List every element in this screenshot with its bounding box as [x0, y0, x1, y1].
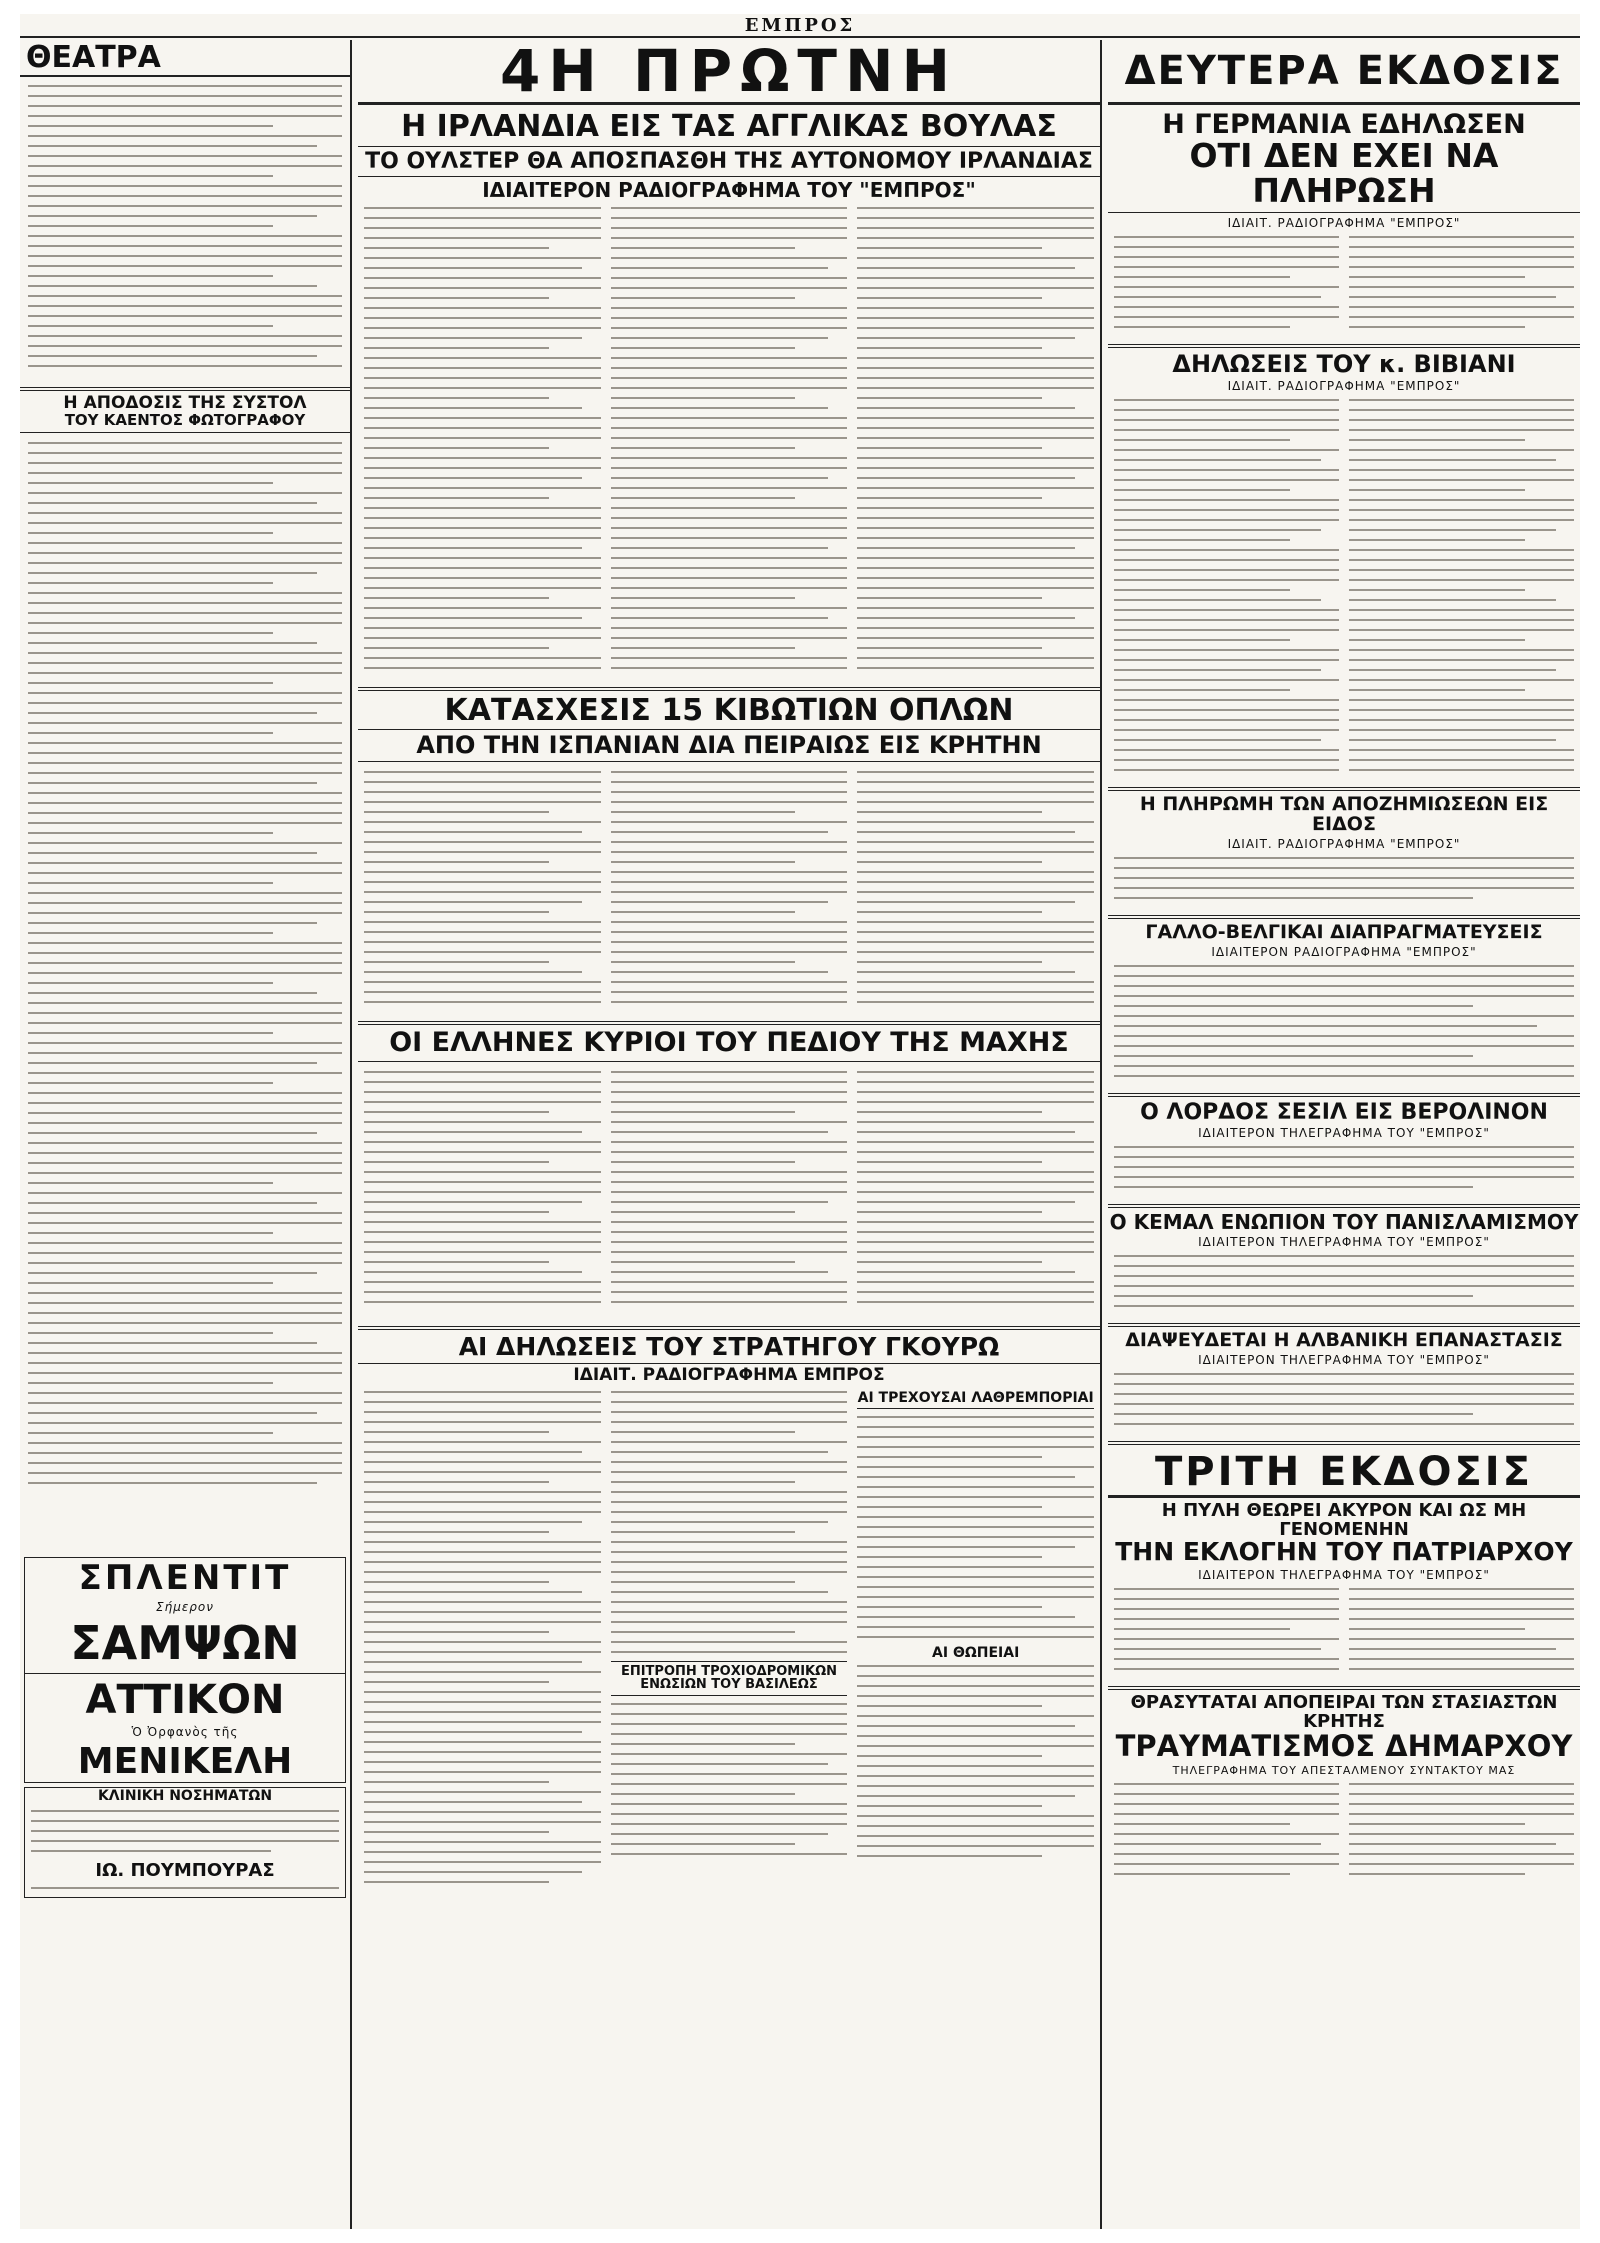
right-column — [1108, 40, 1580, 2229]
flattery-headline: ΑΙ ΘΩΠΕΙΑΙ — [932, 1645, 1020, 1662]
left-column — [20, 40, 352, 2229]
smuggling-headline: ΑΙ ΤΡΕΧΟΥΣΑΙ ΛΑΘΡΕΜΠΟΡΙΑΙ — [857, 1390, 1094, 1406]
masthead — [20, 14, 1580, 38]
crete-headline: ΘΡΑΣΥΤΑΤΑΙ ΑΠΟΠΕΙΡΑΙ ΤΩΝ ΣΤΑΣΙΑΣΤΩΝ ΚΡΗΤΗΣ — [1130, 1691, 1558, 1732]
crete-subheadline: ΤΡΑΥΜΑΤΙΣΜΟΣ ΔΗΜΑΡΧΟΥ — [1115, 1729, 1573, 1764]
tram-committee-headline: ΕΠΙΤΡΟΠΗ ΤΡΟΧΙΟΔΡΟΜΙΚΩΝ ΕΝΩΣΙΩΝ ΤΟΥ ΒΑΣΙΛΕΩΣ — [620, 1663, 838, 1693]
franco-belgian-headline: ΓΑΛΛΟ-ΒΕΛΓΙΚΑΙ ΔΙΑΠΡΑΓΜΑΤΕΥΣΕΙΣ — [1145, 920, 1543, 943]
viviani-body — [1108, 395, 1580, 783]
newspaper-page — [20, 14, 1580, 2229]
patriarch-subheadline: ΤΗΝ ΕΚΛΟΓΗΝ ΤΟΥ ΠΑΤΡΙΑΡΧΟΥ — [1115, 1537, 1573, 1567]
battle-headline: ΟΙ ΕΛΛΗΝΕΣ ΚΥΡΙΟΙ ΤΟΥ ΠΕΔΙΟΥ ΤΗΣ ΜΑΧΗΣ — [389, 1027, 1069, 1059]
reparations-headline: Η ΠΛΗΡΩΜΗ ΤΩΝ ΑΠΟΖΗΜΙΩΣΕΩΝ ΕΙΣ ΕΙΔΟΣ — [1139, 792, 1549, 835]
ad-clinic: ΚΛΙΝΙΚΗ ΝΟΣΗΜΑΤΩΝ — [97, 1787, 273, 1804]
article1-subtitle: ΤΟΥ ΚΑΕΝΤΟΣ ΦΩΤΟΓΡΑΦΟΥ — [64, 410, 306, 429]
ad-doctor: ΙΩ. ΠΟΥΜΠΟΥΡΑΣ — [95, 1859, 275, 1881]
weapons-subheadline: ΑΠΟ ΤΗΝ ΙΣΠΑΝΙΑΝ ΔΙΑ ΠΕΙΡΑΙΩΣ ΕΙΣ ΚΡΗΤΗΝ — [416, 731, 1042, 760]
kemal-body — [1108, 1251, 1580, 1319]
cinema-ad — [24, 1557, 346, 1783]
patriarch-headline: Η ΠΥΛΗ ΘΕΩΡΕΙ ΑΚΥΡΟΝ ΚΑΙ ΩΣ ΜΗ ΓΕΝΟΜΕΝΗΝ — [1161, 1499, 1527, 1540]
article1-title: Η ΑΠΟΔΟΣΙΣ ΤΗΣ ΣΥΣΤΟΛ — [63, 393, 307, 413]
ad-splendid: ΣΠΛΕΝΤΙΤ — [78, 1557, 292, 1598]
cecil-body — [1108, 1142, 1580, 1200]
ad-sampson: ΣΑΜΨΩΝ — [70, 1615, 300, 1670]
crete-dept: ΤΗΛΕΓΡΑΦΗΜΑ ΤΟΥ ΑΠΕΣΤΑΛΜΕΝΟΥ ΣΥΝΤΑΚΤΟΥ ΜΑΣ — [1172, 1763, 1516, 1777]
middle-column — [358, 37, 1102, 2229]
ad-today: Σήμερον — [156, 1599, 214, 1614]
newspaper-name: ΕΜΠΡΟΣ — [744, 15, 856, 36]
ireland-body — [358, 201, 1100, 683]
kemal-headline: Ο ΚΕΜΑΛ ΕΝΩΠΙΟΝ ΤΟΥ ΠΑΝΙΣΛΑΜΙΣΜΟΥ — [1109, 1209, 1579, 1234]
reparations-dept: ΙΔΙΑΙΤ. ΡΑΔΙΟΓΡΑΦΗΜΑ "ΕΜΠΡΟΣ" — [1227, 836, 1461, 851]
theatre-listings — [20, 77, 350, 383]
theatre-title: ΘΕΑΤΡΑ — [20, 40, 350, 77]
ireland-subheadline: ΤΟ ΟΥΛΣΤΕΡ ΘΑ ΑΠΟΣΠΑΣΘΗ ΤΗΣ ΑΥΤΟΝΟΜΟΥ ΙΡΛΑΝΔΙΑΣ — [365, 148, 1093, 174]
albania-headline: ΔΙΑΨΕΥΔΕΤΑΙ Η ΑΛΒΑΝΙΚΗ ΕΠΑΝΑΣΤΑΣΙΣ — [1125, 1328, 1563, 1351]
cecil-dept: ΙΔΙΑΙΤΕΡΟΝ ΤΗΛΕΓΡΑΦΗΜΑ ΤΟΥ "ΕΜΠΡΟΣ" — [1198, 1125, 1490, 1140]
article1-body — [20, 436, 350, 1553]
ad-attikon: ΑΤΤΙΚΟΝ — [85, 1676, 285, 1723]
ad-menikeli: ΜΕΝΙΚΕΛΗ — [77, 1740, 293, 1782]
ireland-headline: Η ΙΡΛΑΝΔΙΑ ΕΙΣ ΤΑΣ ΑΓΓΛΙΚΑΣ ΒΟΥΛΑΣ — [401, 109, 1057, 144]
edition-title: 4Η ΠΡΩΤΝΗ — [358, 40, 1100, 105]
germany-subheadline: ΟΤΙ ΔΕΝ ΕΧΕΙ ΝΑ ΠΛΗΡΩΣΗ — [1189, 136, 1499, 210]
kemal-dept: ΙΔΙΑΙΤΕΡΟΝ ΤΗΛΕΓΡΑΦΗΜΑ ΤΟΥ "ΕΜΠΡΟΣ" — [1198, 1234, 1490, 1249]
gouraud-section — [358, 1385, 1100, 1907]
cecil-headline: Ο ΛΟΡΔΟΣ ΣΕΣΙΛ ΕΙΣ ΒΕΡΟΛΙΝΟΝ — [1140, 1099, 1548, 1125]
patriarch-dept: ΙΔΙΑΙΤΕΡΟΝ ΤΗΛΕΓΡΑΦΗΜΑ ΤΟΥ "ΕΜΠΡΟΣ" — [1198, 1567, 1490, 1582]
ad-orfanos: Ὁ Ὀρφανὸς τῆς — [131, 1724, 239, 1739]
patriarch-body — [1108, 1584, 1580, 1682]
germany-dept: ΙΔΙΑΙΤ. ΡΑΔΙΟΓΡΑΦΗΜΑ "ΕΜΠΡΟΣ" — [1227, 215, 1461, 230]
viviani-headline: ΔΗΛΩΣΕΙΣ ΤΟΥ κ. ΒΙΒΙΑΝΙ — [1172, 349, 1516, 378]
gouraud-headline: ΑΙ ΔΗΛΩΣΕΙΣ ΤΟΥ ΣΤΡΑΤΗΓΟΥ ΓΚΟΥΡΩ — [458, 1331, 1000, 1361]
clinic-ad — [24, 1787, 346, 1898]
battle-body — [358, 1065, 1100, 1322]
franco-belgian-body — [1108, 961, 1580, 1089]
third-edition-title: ΤΡΙΤΗ ΕΚΔΟΣΙΣ — [1108, 1449, 1580, 1498]
germany-headline: Η ΓΕΡΜΑΝΙΑ ΕΔΗΛΩΣΕΝ — [1162, 109, 1526, 140]
viviani-dept: ΙΔΙΑΙΤ. ΡΑΔΙΟΓΡΑΦΗΜΑ "ΕΜΠΡΟΣ" — [1227, 378, 1461, 393]
ireland-dept: ΙΔΙΑΙΤΕΡΟΝ ΡΑΔΙΟΓΡΑΦΗΜΑ ΤΟΥ "ΕΜΠΡΟΣ" — [482, 177, 976, 202]
albania-body — [1108, 1369, 1580, 1437]
weapons-headline: ΚΑΤΑΣΧΕΣΙΣ 15 ΚΙΒΩΤΙΩΝ ΟΠΛΩΝ — [444, 692, 1014, 728]
reparations-body — [1108, 853, 1580, 911]
gouraud-dept: ΙΔΙΑΙΤ. ΡΑΔΙΟΓΡΑΦΗΜΑ ΕΜΠΡΟΣ — [573, 1364, 885, 1385]
second-edition-title: ΔΕΥΤΕΡΑ ΕΚΔΟΣΙΣ — [1108, 40, 1580, 105]
franco-belgian-dept: ΙΔΙΑΙΤΕΡΟΝ ΡΑΔΙΟΓΡΑΦΗΜΑ "ΕΜΠΡΟΣ" — [1211, 944, 1477, 959]
germany-body — [1108, 232, 1580, 340]
crete-body — [1108, 1779, 1580, 1887]
weapons-body — [358, 765, 1100, 1017]
albania-dept: ΙΔΙΑΙΤΕΡΟΝ ΤΗΛΕΓΡΑΦΗΜΑ ΤΟΥ "ΕΜΠΡΟΣ" — [1198, 1352, 1490, 1367]
